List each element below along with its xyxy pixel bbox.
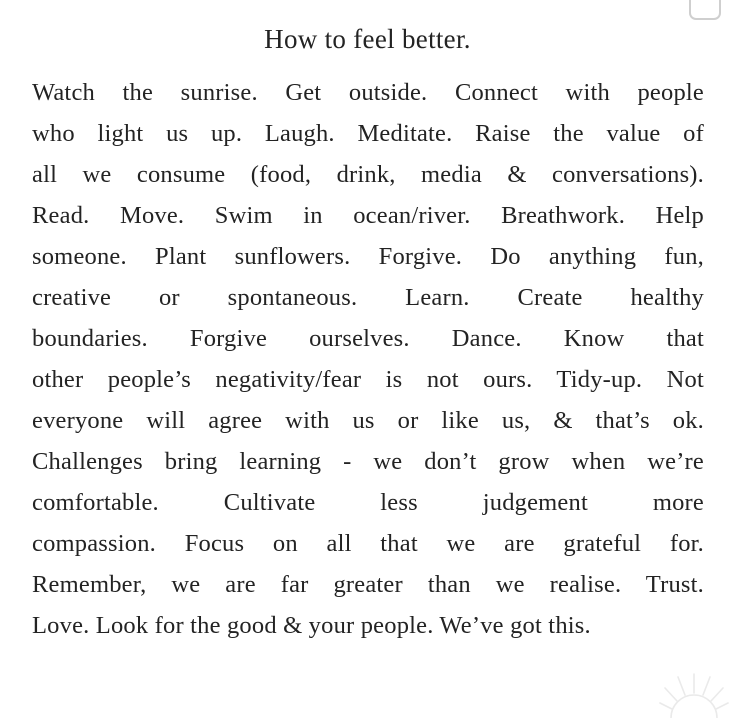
body-line: comfortable. Cultivate less judgement more	[32, 489, 704, 516]
rounded-square-icon[interactable]	[689, 0, 721, 20]
document-body	[32, 72, 704, 646]
body-line: Remember, we are far greater than we realise. Trust.	[32, 571, 704, 598]
sunburst-icon	[659, 668, 729, 718]
body-line: Watch the sunrise. Get outside. Connect with people	[32, 79, 704, 106]
body-line: Love. Look for the good & your people. We’ve got this.	[32, 612, 591, 639]
body-line: Read. Move. Swim in ocean/river. Breathwork. Help	[32, 202, 704, 229]
body-line: all we consume (food, drink, media & conversations).	[32, 161, 704, 188]
body-line: other people’s negativity/fear is not ours. Tidy-up. Not	[32, 366, 704, 393]
body-line: Challenges bring learning - we don’t grow when we’re	[32, 448, 704, 475]
document-title: How to feel better.	[264, 24, 471, 54]
body-line: boundaries. Forgive ourselves. Dance. Know that	[32, 325, 704, 352]
body-line: someone. Plant sunflowers. Forgive. Do anything fun,	[32, 243, 704, 270]
body-line: creative or spontaneous. Learn. Create healthy	[32, 284, 704, 311]
body-line: compassion. Focus on all that we are grateful for.	[32, 530, 704, 557]
body-line: who light us up. Laugh. Meditate. Raise the value of	[32, 120, 704, 147]
body-line: everyone will agree with us or like us, & that’s ok.	[32, 407, 704, 434]
